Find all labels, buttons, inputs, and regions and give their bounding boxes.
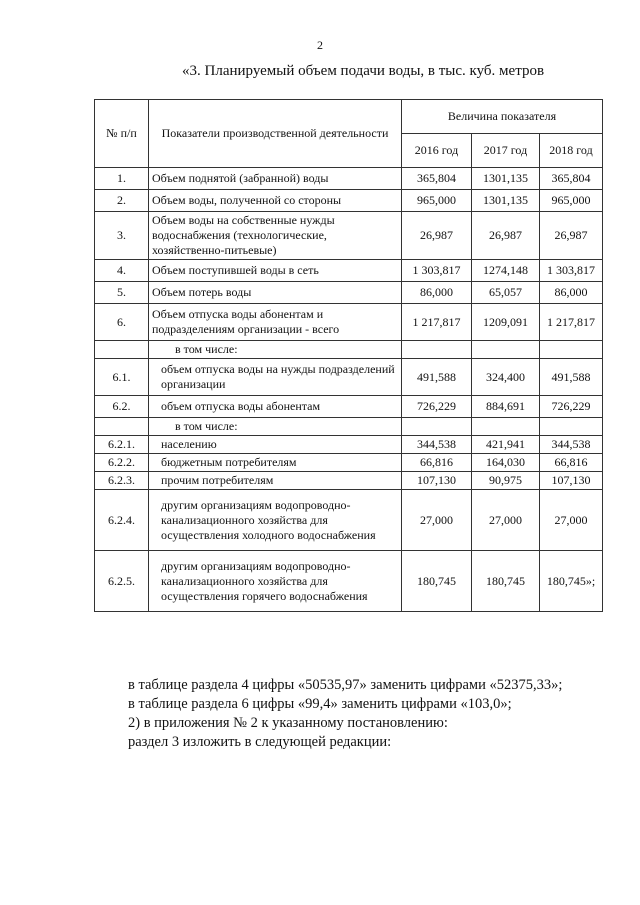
value-2016: 86,000 <box>402 282 472 304</box>
value-2017: 65,057 <box>472 282 540 304</box>
amendment-text <box>128 676 628 752</box>
row-number: 6.2.2. <box>95 454 149 472</box>
row-indicator: Объем воды, полученной со стороны <box>149 190 402 212</box>
header-value-group: Величина показателя <box>402 100 603 134</box>
row-number: 4. <box>95 260 149 282</box>
table-row <box>95 212 603 260</box>
value-2017: 164,030 <box>472 454 540 472</box>
value-2018: 86,000 <box>540 282 603 304</box>
value-2017: 421,941 <box>472 436 540 454</box>
row-indicator: Объем потерь воды <box>149 282 402 304</box>
row-indicator: бюджетным потребителям <box>149 454 402 472</box>
table-row <box>95 359 603 396</box>
table-row <box>95 472 603 490</box>
paragraph: в таблице раздела 6 цифры «99,4» заменить цифрами «103,0»; <box>128 696 512 712</box>
value-2018: 27,000 <box>540 490 603 551</box>
value-2016: 365,804 <box>402 168 472 190</box>
value-2018: 344,538 <box>540 436 603 454</box>
table-body <box>95 168 603 612</box>
paragraph: в таблице раздела 4 цифры «50535,97» заменить цифрами «52375,33»; <box>128 677 563 693</box>
row-number: 1. <box>95 168 149 190</box>
table-row <box>95 436 603 454</box>
value-2016: 1 303,817 <box>402 260 472 282</box>
section-title: «3. Планируемый объем подачи воды, в тыс. куб. метров <box>182 63 545 79</box>
row-indicator: другим организациям водопроводно-канализационного хозяйства для осуществления горячего водоснабжения <box>149 551 402 612</box>
value-2018 <box>540 418 603 436</box>
value-2017: 1301,135 <box>472 190 540 212</box>
value-2016: 344,538 <box>402 436 472 454</box>
table-row <box>95 396 603 418</box>
value-2017: 324,400 <box>472 359 540 396</box>
value-2018: 491,588 <box>540 359 603 396</box>
table-row <box>95 490 603 551</box>
header-number: № п/п <box>95 100 149 168</box>
table-row <box>95 168 603 190</box>
table-row <box>95 454 603 472</box>
row-indicator: населению <box>149 436 402 454</box>
value-2016: 726,229 <box>402 396 472 418</box>
value-2016: 491,588 <box>402 359 472 396</box>
value-2018: 107,130 <box>540 472 603 490</box>
value-2018: 1 217,817 <box>540 304 603 341</box>
value-2016 <box>402 341 472 359</box>
value-2017: 90,975 <box>472 472 540 490</box>
value-2018: 180,745»; <box>540 551 603 612</box>
table-row <box>95 304 603 341</box>
row-number: 5. <box>95 282 149 304</box>
row-number: 6.2. <box>95 396 149 418</box>
table-row <box>95 341 603 359</box>
row-indicator: Объем поступившей воды в сеть <box>149 260 402 282</box>
row-indicator: Объем отпуска воды абонентам и подразделениям организации - всего <box>149 304 402 341</box>
row-indicator: прочим потребителям <box>149 472 402 490</box>
value-2018: 365,804 <box>540 168 603 190</box>
value-2018: 26,987 <box>540 212 603 260</box>
value-2018: 726,229 <box>540 396 603 418</box>
value-2017: 884,691 <box>472 396 540 418</box>
row-number: 2. <box>95 190 149 212</box>
value-2017: 1301,135 <box>472 168 540 190</box>
value-2018: 965,000 <box>540 190 603 212</box>
row-indicator: объем отпуска воды абонентам <box>149 396 402 418</box>
row-number: 6.2.5. <box>95 551 149 612</box>
value-2017: 1274,148 <box>472 260 540 282</box>
page-number: 2 <box>317 38 323 52</box>
value-2016: 1 217,817 <box>402 304 472 341</box>
value-2017: 180,745 <box>472 551 540 612</box>
row-indicator: Объем воды на собственные нужды водоснабжения (технологические, хозяйственно-питьевые) <box>149 212 402 260</box>
value-2016: 27,000 <box>402 490 472 551</box>
value-2017: 1209,091 <box>472 304 540 341</box>
row-number <box>95 418 149 436</box>
row-number: 6.2.3. <box>95 472 149 490</box>
value-2016: 66,816 <box>402 454 472 472</box>
value-2016: 180,745 <box>402 551 472 612</box>
value-2018 <box>540 341 603 359</box>
table-row <box>95 260 603 282</box>
table-row <box>95 551 603 612</box>
paragraph: раздел 3 изложить в следующей редакции: <box>128 734 392 750</box>
value-2016 <box>402 418 472 436</box>
table-row <box>95 190 603 212</box>
row-indicator: Объем поднятой (забранной) воды <box>149 168 402 190</box>
header-year-2017: 2017 год <box>472 134 540 168</box>
value-2016: 965,000 <box>402 190 472 212</box>
row-number: 6. <box>95 304 149 341</box>
value-2018: 66,816 <box>540 454 603 472</box>
header-year-2018: 2018 год <box>540 134 603 168</box>
paragraph: 2) в приложения № 2 к указанному постановлению: <box>128 715 448 731</box>
value-2017 <box>472 418 540 436</box>
value-2016: 26,987 <box>402 212 472 260</box>
water-supply-table <box>94 99 603 612</box>
row-number: 6.2.4. <box>95 490 149 551</box>
row-number: 6.2.1. <box>95 436 149 454</box>
value-2017 <box>472 341 540 359</box>
value-2017: 27,000 <box>472 490 540 551</box>
row-number: 6.1. <box>95 359 149 396</box>
header-year-2016: 2016 год <box>402 134 472 168</box>
value-2018: 1 303,817 <box>540 260 603 282</box>
table-row <box>95 418 603 436</box>
row-indicator: в том числе: <box>149 341 402 359</box>
row-indicator: объем отпуска воды на нужды подразделений организации <box>149 359 402 396</box>
row-number: 3. <box>95 212 149 260</box>
value-2016: 107,130 <box>402 472 472 490</box>
row-indicator: другим организациям водопроводно-канализационного хозяйства для осуществления холодного водоснабжения <box>149 490 402 551</box>
value-2017: 26,987 <box>472 212 540 260</box>
row-number <box>95 341 149 359</box>
header-indicators: Показатели производственной деятельности <box>149 100 402 168</box>
table-row <box>95 282 603 304</box>
row-indicator: в том числе: <box>149 418 402 436</box>
